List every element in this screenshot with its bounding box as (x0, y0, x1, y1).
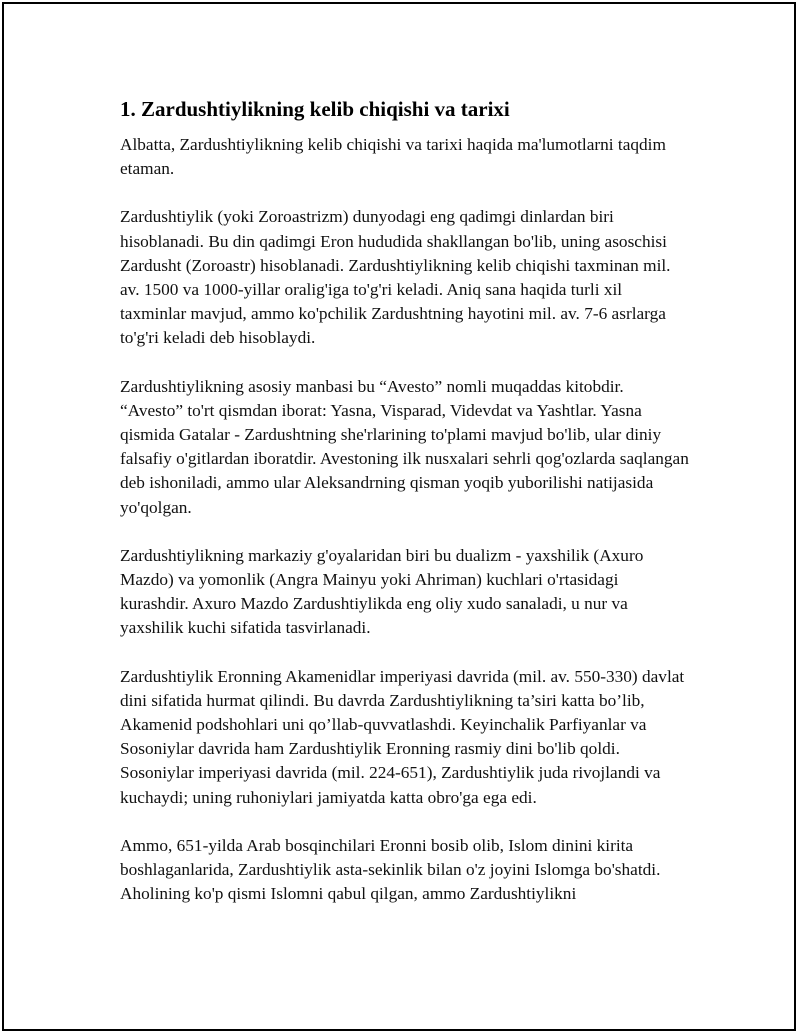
document-page (2, 2, 796, 1031)
paragraph-arab-conquest: Ammo, 651-yilda Arab bosqinchilari Eronni bosib olib, Islom dinini kirita boshlaganlarida, Zardushtiylik asta-sekinlik bilan o'z joyini Islomga bo'shatdi. Aholining ko'p qismi Islomni qabul qilgan, ammo Zardushtiylikni (120, 835, 661, 904)
document-body (120, 96, 690, 930)
section-heading: 1. Zardushtiylikning kelib chiqishi va tarixi (120, 97, 510, 121)
paragraph-avesto: Zardushtiylikning asosiy manbasi bu “Avesto” nomli muqaddas kitobdir. “Avesto” to'rt qismdan iborat: Yasna, Visparad, Videvdat va Yashtlar. Yasna qismida Gatalar - Zardushtning she'rlarining to'plami mavjud bo'lib, ular diniy falsafiy o'gitlardan iboratdir. Avestoning ilk nusxalari sehrli qog'ozlarda saqlangan deb ishoniladi, ammo ular Aleksandrning qisman yoqib yuborilishi natijasida yo'qolgan. (120, 376, 689, 517)
paragraph-intro: Albatta, Zardushtiylikning kelib chiqishi va tarixi haqida ma'lumotlarni taqdim etaman. (120, 135, 666, 179)
paragraph-origins: Zardushtiylik (yoki Zoroastrizm) dunyodagi eng qadimgi dinlardan biri hisoblanadi. Bu din qadimgi Eron hududida shakllangan bo'lib, uning asoschisi Zardusht (Zoroastr) hisoblanadi. Zardushtiylikning kelib chiqishi taxminan mil. av. 1500 va 1000-yillar oralig'iga to'g'ri keladi. Aniq sana haqida turli xil taxminlar mavjud, ammo ko'pchilik Zardushtning hayotini mil. av. 7-6 asrlarga to'g'ri keladi deb hisoblaydi. (120, 207, 671, 348)
paragraph-dualism: Zardushtiylikning markaziy g'oyalaridan biri bu dualizm - yaxshilik (Axuro Mazdo) va yomonlik (Angra Mainyu yoki Ahriman) kuchlari o'rtasidagi kurashdir. Axuro Mazdo Zardushtiylikda eng oliy xudo sanaladi, u nur va yaxshilik kuchi sifatida tasvirlanadi. (120, 545, 644, 638)
paragraph-empires: Zardushtiylik Eronning Akamenidlar imperiyasi davrida (mil. av. 550-330) davlat dini sifatida hurmat qilindi. Bu davrda Zardushtiylikning ta’siri katta bo’lib, Akamenid podshohlari uni qo’llab-quvvatlashdi. Keyinchalik Parfiyanlar va Sosoniylar davrida ham Zardushtiylik Eronning rasmiy dini bo'lib qoldi. Sosoniylar imperiyasi davrida (mil. 224-651), Zardushtiylik juda rivojlandi va kuchaydi; uning ruhoniylari jamiyatda katta obro'ga ega edi. (120, 666, 685, 807)
